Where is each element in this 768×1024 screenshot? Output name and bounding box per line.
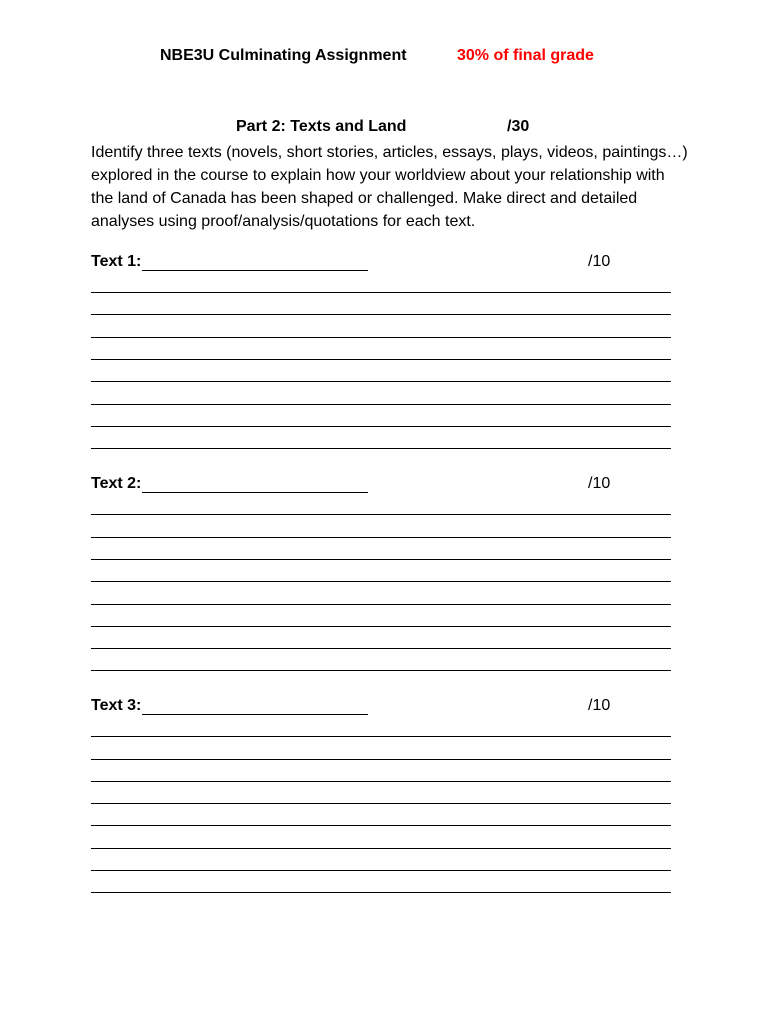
- answer-line[interactable]: [91, 559, 671, 560]
- answer-line[interactable]: [91, 825, 671, 826]
- answer-line[interactable]: [91, 426, 671, 427]
- answer-line[interactable]: [91, 604, 671, 605]
- text-1-label: Text 1:: [91, 253, 142, 270]
- answer-line[interactable]: [91, 759, 671, 760]
- text-1-score: /10: [588, 253, 611, 270]
- answer-line[interactable]: [91, 537, 671, 538]
- answer-line[interactable]: [91, 670, 671, 671]
- answer-line[interactable]: [91, 892, 671, 893]
- part-score: /30: [507, 118, 530, 135]
- answer-line[interactable]: [91, 359, 671, 360]
- part-title: Part 2: Texts and Land: [236, 118, 407, 135]
- answer-line[interactable]: [91, 736, 671, 737]
- text-3-label: Text 3:: [91, 697, 142, 714]
- answer-line[interactable]: [91, 381, 671, 382]
- answer-line[interactable]: [91, 803, 671, 804]
- text-2-title-blank[interactable]: [142, 492, 368, 493]
- answer-line[interactable]: [91, 448, 671, 449]
- text-2-label: Text 2:: [91, 475, 142, 492]
- answer-line[interactable]: [91, 404, 671, 405]
- answer-line[interactable]: [91, 648, 671, 649]
- document-title: NBE3U Culminating Assignment: [160, 47, 407, 64]
- answer-line[interactable]: [91, 626, 671, 627]
- answer-line[interactable]: [91, 514, 671, 515]
- grade-weight: 30% of final grade: [457, 47, 594, 64]
- answer-line[interactable]: [91, 848, 671, 849]
- answer-line[interactable]: [91, 581, 671, 582]
- answer-line[interactable]: [91, 781, 671, 782]
- instructions-paragraph: Identify three texts (novels, short stories, articles, essays, plays, videos, paintings…) explored in the course to explain how your worldview about your relationship with the land of Canada has been shaped or challenged. Make direct and detailed analyses using proof/analysis/quotations for each text.: [91, 144, 688, 230]
- answer-line[interactable]: [91, 337, 671, 338]
- answer-line[interactable]: [91, 870, 671, 871]
- text-1-title-blank[interactable]: [142, 270, 368, 271]
- text-2-score: /10: [588, 475, 611, 492]
- text-3-title-blank[interactable]: [142, 714, 368, 715]
- text-3-score: /10: [588, 697, 611, 714]
- answer-line[interactable]: [91, 314, 671, 315]
- answer-line[interactable]: [91, 292, 671, 293]
